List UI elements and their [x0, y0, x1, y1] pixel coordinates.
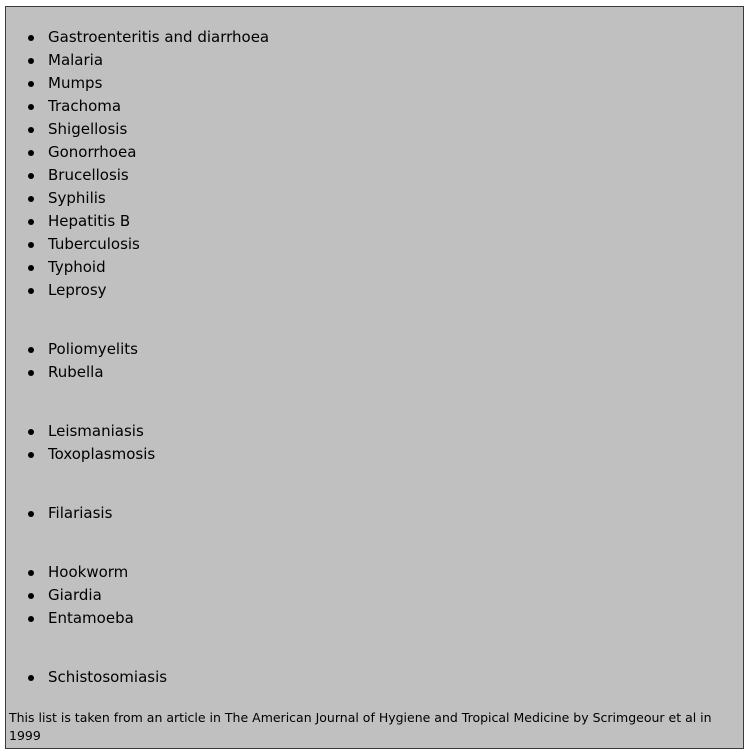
disease-group-2 [6, 338, 743, 384]
list-item: Malaria [6, 49, 743, 72]
list-item: Hookworm [6, 561, 743, 584]
list-item: Mumps [6, 72, 743, 95]
list-item: Toxoplasmosis [6, 443, 743, 466]
list-item: Trachoma [6, 95, 743, 118]
list-item: Hepatitis B [6, 210, 743, 233]
list-item: Leismaniasis [6, 420, 743, 443]
disease-group-3 [6, 420, 743, 466]
list-item: Typhoid [6, 256, 743, 279]
list-item: Brucellosis [6, 164, 743, 187]
list-item: Gastroenteritis and diarrhoea [6, 26, 743, 49]
disease-group-5 [6, 561, 743, 630]
list-item: Giardia [6, 584, 743, 607]
list-item: Leprosy [6, 279, 743, 302]
list-item: Filariasis [6, 502, 743, 525]
list-item: Tuberculosis [6, 233, 743, 256]
disease-group-6 [6, 666, 743, 689]
list-item: Rubella [6, 361, 743, 384]
source-note: This list is taken from an article in The American Journal of Hygiene and Tropical Medicine by Scrimgeour et al in 1999 [9, 710, 712, 743]
disease-list-panel [5, 6, 744, 749]
disease-group-4 [6, 502, 743, 525]
list-item: Poliomyelits [6, 338, 743, 361]
list-item: Shigellosis [6, 118, 743, 141]
list-item: Syphilis [6, 187, 743, 210]
disease-group-1 [6, 26, 743, 302]
list-item: Gonorrhoea [6, 141, 743, 164]
list-item: Entamoeba [6, 607, 743, 630]
list-item: Schistosomiasis [6, 666, 743, 689]
